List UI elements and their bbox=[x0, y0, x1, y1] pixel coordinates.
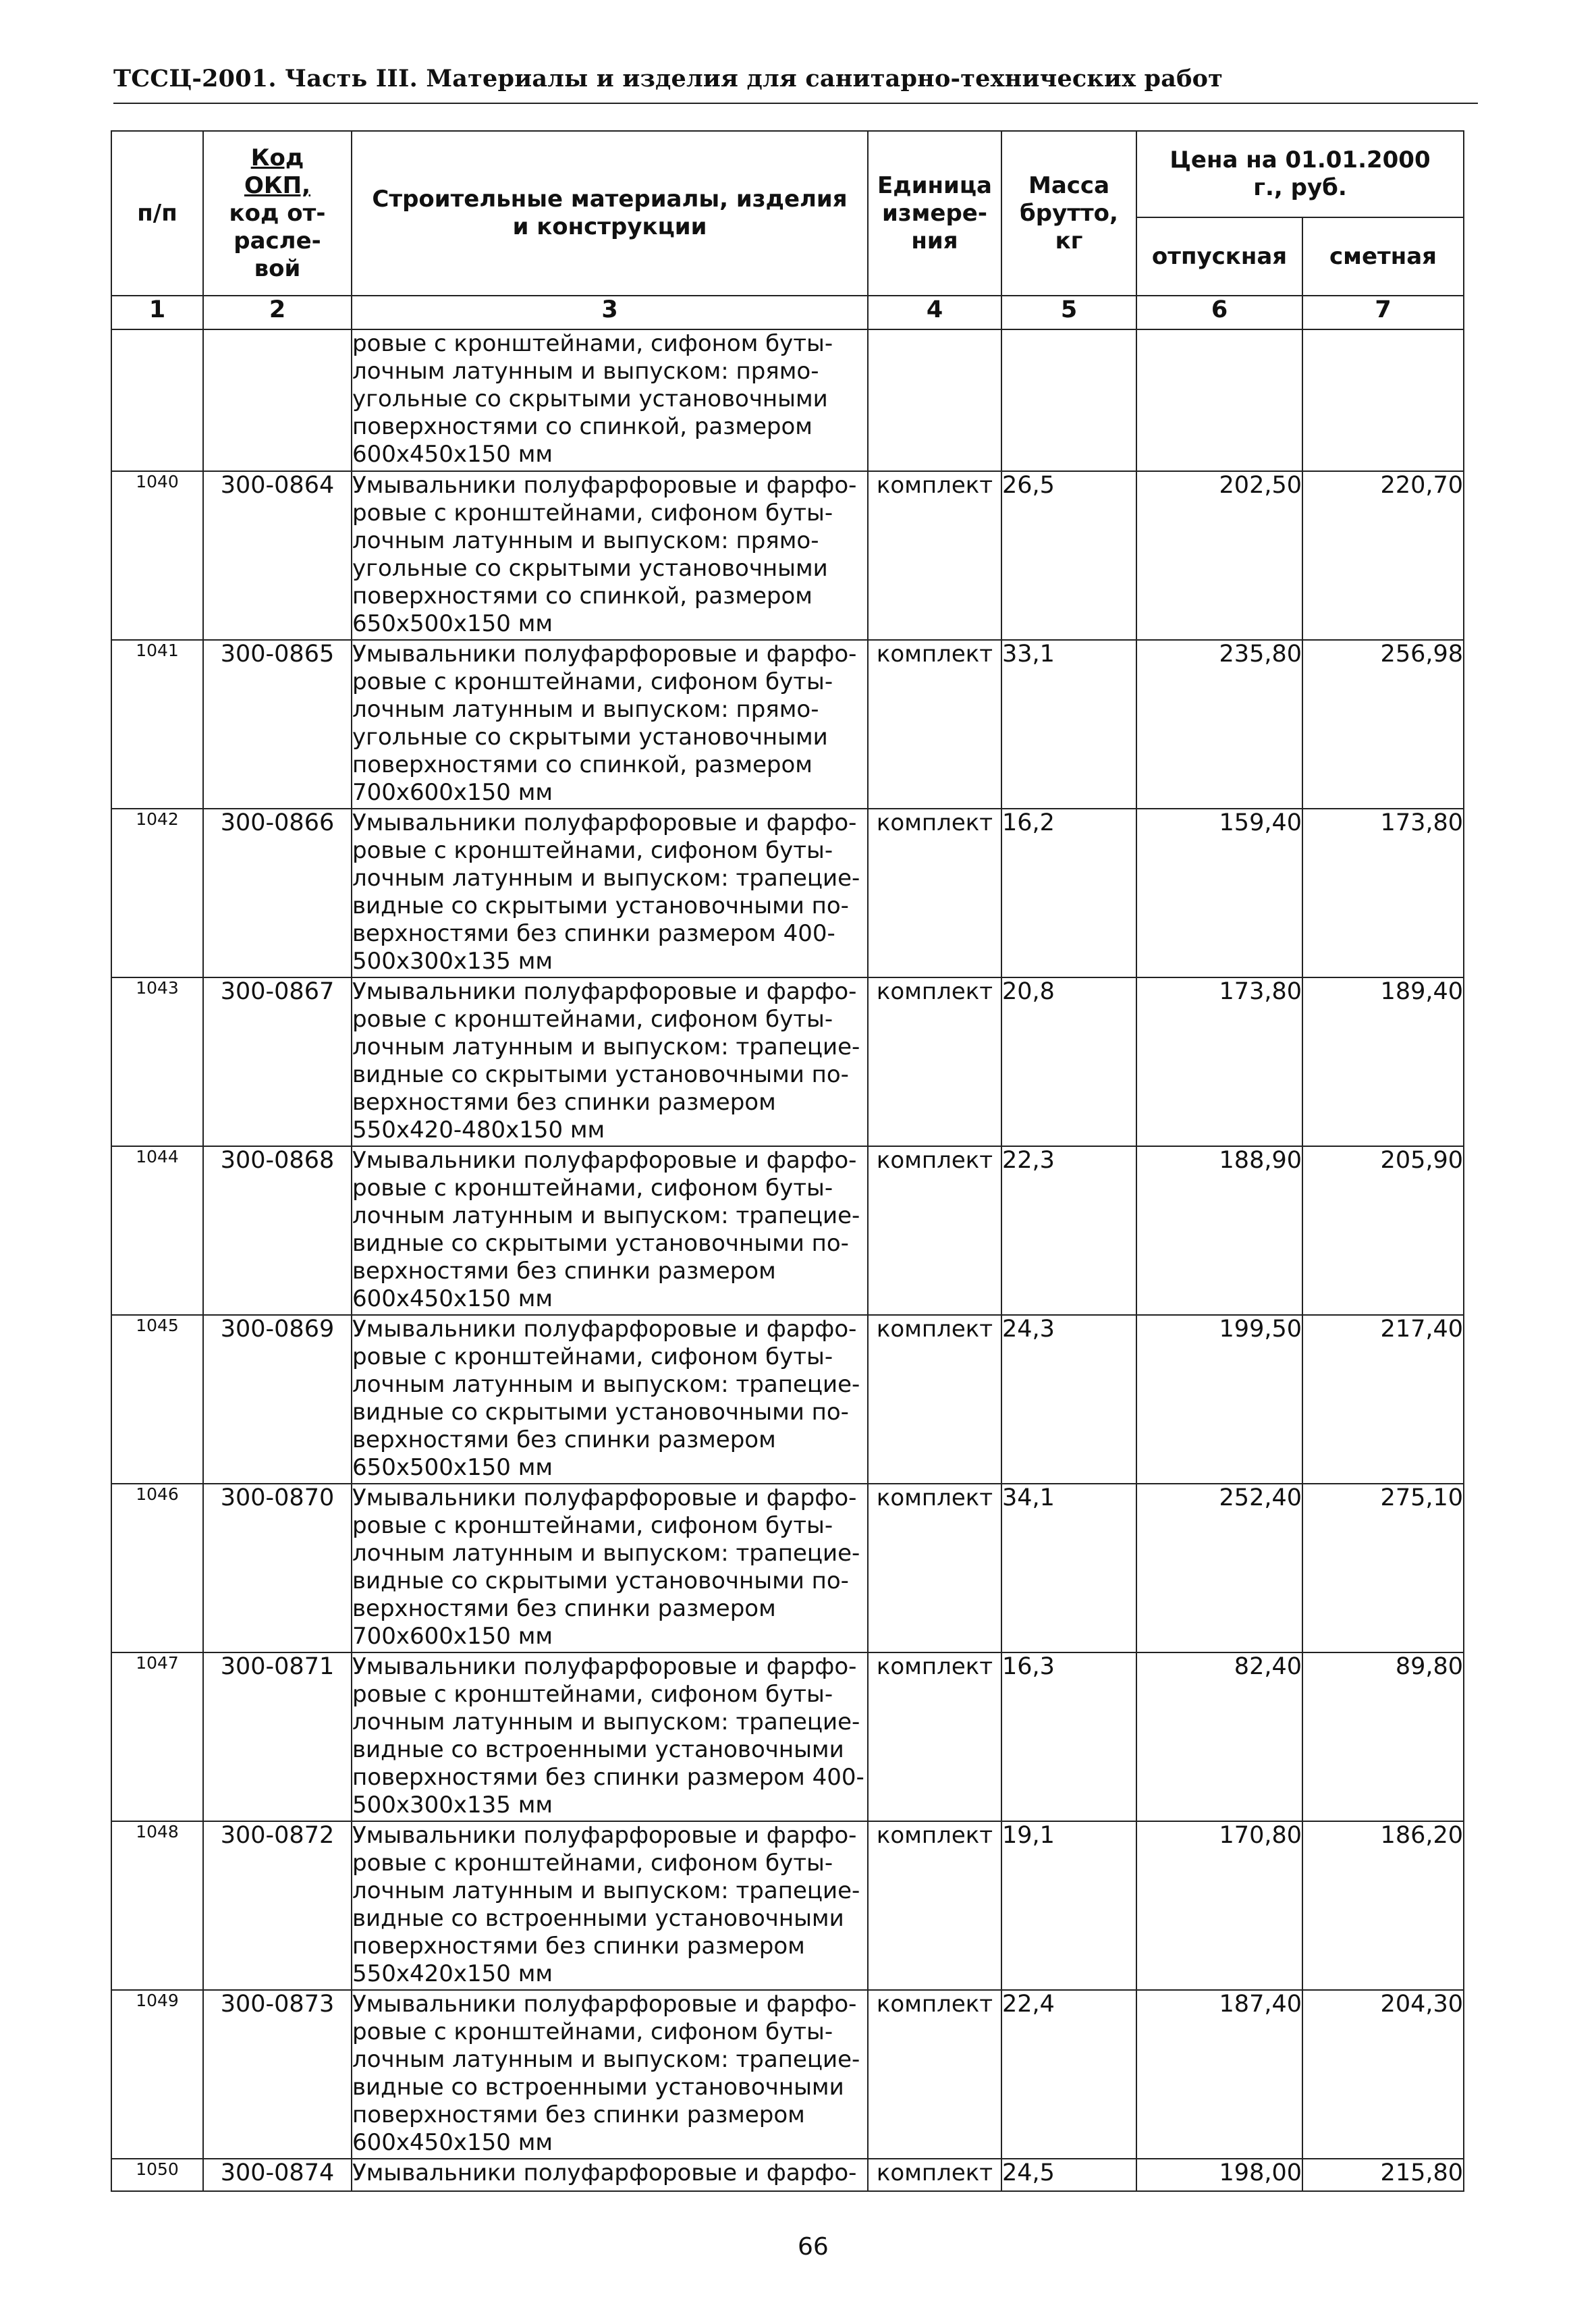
description-line: Умывальники полуфарфоровые и фарфо- bbox=[352, 1822, 857, 1849]
description-line: 500x300x135 мм bbox=[352, 948, 553, 975]
page-number: 66 bbox=[798, 2233, 829, 2261]
header-pp: п/п bbox=[111, 131, 203, 296]
header-unit-line1: Единица bbox=[877, 171, 992, 199]
description-line: верхностями без спинки размером bbox=[352, 1089, 776, 1116]
table-row bbox=[111, 977, 1464, 1146]
gross-mass: 22,4 bbox=[1001, 1990, 1136, 2159]
unit-of-measure: комплект bbox=[868, 471, 1001, 640]
okp-code: 300-0874 bbox=[203, 2159, 352, 2191]
description-line: ровые с кронштейнами, сифоном буты- bbox=[352, 330, 833, 357]
description-line: Умывальники полуфарфоровые и фарфо- bbox=[352, 1316, 857, 1343]
price-estimate: 220,70 bbox=[1302, 471, 1464, 640]
column-number: 7 bbox=[1302, 296, 1464, 329]
description-line: ровые с кронштейнами, сифоном буты- bbox=[352, 668, 833, 695]
description-line: 700x600x150 мм bbox=[352, 1623, 553, 1650]
header-code-line2: ОКП, bbox=[244, 171, 311, 199]
gross-mass: 24,3 bbox=[1001, 1315, 1136, 1484]
column-number: 3 bbox=[352, 296, 868, 329]
row-number: 1040 bbox=[111, 471, 203, 640]
price-estimate: 256,98 bbox=[1302, 640, 1464, 809]
gross-mass: 20,8 bbox=[1001, 977, 1136, 1146]
description-line: угольные со скрытыми установочными bbox=[352, 724, 828, 751]
price-release: 252,40 bbox=[1136, 1484, 1302, 1652]
price-release: 188,90 bbox=[1136, 1146, 1302, 1315]
header-unit-line2: измере- bbox=[882, 199, 987, 227]
description-line: Умывальники полуфарфоровые и фарфо- bbox=[352, 1653, 857, 1680]
price-release: 159,40 bbox=[1136, 809, 1302, 977]
header-mass-line2: брутто, bbox=[1020, 199, 1118, 227]
header-unit bbox=[868, 131, 1001, 296]
price-estimate: 189,40 bbox=[1302, 977, 1464, 1146]
table-row bbox=[111, 2159, 1464, 2191]
description-line: 550x420x150 мм bbox=[352, 1960, 553, 1987]
description-line: поверхностями со спинкой, размером bbox=[352, 583, 813, 610]
header-price-group: Цена на 01.01.2000 г., руб. bbox=[1136, 131, 1464, 217]
description-line: лочным латунным и выпуском: трапецие- bbox=[352, 1371, 860, 1398]
description-line: поверхностями без спинки размером bbox=[352, 1933, 805, 1960]
price-release: 202,50 bbox=[1136, 471, 1302, 640]
okp-code: 300-0864 bbox=[203, 471, 352, 640]
description-line: Умывальники полуфарфоровые и фарфо- bbox=[352, 641, 857, 668]
unit-of-measure: комплект bbox=[868, 1652, 1001, 1821]
price-release: 198,00 bbox=[1136, 2159, 1302, 2191]
okp-code: 300-0871 bbox=[203, 1652, 352, 1821]
description-line: ровые с кронштейнами, сифоном буты- bbox=[352, 837, 833, 864]
description-line: 650x500x150 мм bbox=[352, 1454, 553, 1481]
continuation-row bbox=[111, 329, 1464, 471]
description-line: угольные со скрытыми установочными bbox=[352, 555, 828, 582]
price-estimate: 173,80 bbox=[1302, 809, 1464, 977]
description-line: лочным латунным и выпуском: трапецие- bbox=[352, 2046, 860, 2073]
price-estimate: 217,40 bbox=[1302, 1315, 1464, 1484]
description-line: ровые с кронштейнами, сифоном буты- bbox=[352, 2018, 833, 2045]
description-line: Умывальники полуфарфоровые и фарфо- bbox=[352, 2159, 857, 2186]
unit-of-measure: комплект bbox=[868, 2159, 1001, 2191]
header-code-line4: расле- bbox=[233, 227, 321, 254]
gross-mass: 33,1 bbox=[1001, 640, 1136, 809]
table-row bbox=[111, 1484, 1464, 1652]
header-code-line1: Код bbox=[250, 144, 304, 171]
continuation-description bbox=[352, 329, 868, 471]
column-number: 6 bbox=[1136, 296, 1302, 329]
material-description bbox=[352, 471, 868, 640]
price-release: 199,50 bbox=[1136, 1315, 1302, 1484]
description-line: лочным латунным и выпуском: трапецие- bbox=[352, 1033, 860, 1060]
table-row bbox=[111, 1146, 1464, 1315]
description-line: ровые с кронштейнами, сифоном буты- bbox=[352, 1681, 833, 1708]
description-line: Умывальники полуфарфоровые и фарфо- bbox=[352, 1147, 857, 1174]
okp-code: 300-0866 bbox=[203, 809, 352, 977]
description-line: видные со скрытыми установочными по- bbox=[352, 1061, 849, 1088]
okp-code: 300-0867 bbox=[203, 977, 352, 1146]
price-release: 82,40 bbox=[1136, 1652, 1302, 1821]
unit-of-measure: комплект bbox=[868, 640, 1001, 809]
description-line: ровые с кронштейнами, сифоном буты- bbox=[352, 1850, 833, 1877]
description-line: ровые с кронштейнами, сифоном буты- bbox=[352, 500, 833, 527]
header-price-release: отпускная bbox=[1136, 217, 1302, 296]
description-line: 500x300x135 мм bbox=[352, 1792, 553, 1819]
description-line: поверхностями без спинки размером 400- bbox=[352, 1764, 864, 1791]
column-number: 2 bbox=[203, 296, 352, 329]
header-mass-line1: Масса bbox=[1028, 171, 1110, 199]
material-description bbox=[352, 977, 868, 1146]
price-release: 170,80 bbox=[1136, 1821, 1302, 1990]
material-description bbox=[352, 1315, 868, 1484]
row-number: 1046 bbox=[111, 1484, 203, 1652]
description-line: лочным латунным и выпуском: трапецие- bbox=[352, 1202, 860, 1229]
column-number: 4 bbox=[868, 296, 1001, 329]
header-mass bbox=[1001, 131, 1136, 296]
row-number: 1041 bbox=[111, 640, 203, 809]
description-line: лочным латунным и выпуском: прямо- bbox=[352, 358, 819, 385]
column-number: 1 bbox=[111, 296, 203, 329]
description-line: верхностями без спинки размером bbox=[352, 1258, 776, 1285]
description-line: видные со встроенными установочными bbox=[352, 2074, 844, 2101]
description-line: Умывальники полуфарфоровые и фарфо- bbox=[352, 1991, 857, 2018]
description-line: Умывальники полуфарфоровые и фарфо- bbox=[352, 1484, 857, 1511]
description-line: ровые с кронштейнами, сифоном буты- bbox=[352, 1006, 833, 1033]
header-price-estimate: сметная bbox=[1302, 217, 1464, 296]
description-line: лочным латунным и выпуском: трапецие- bbox=[352, 865, 860, 892]
price-estimate: 215,80 bbox=[1302, 2159, 1464, 2191]
header-materials: Строительные материалы, изделия и конструкции bbox=[352, 131, 868, 296]
description-line: видные со скрытыми установочными по- bbox=[352, 1230, 849, 1257]
table-row bbox=[111, 809, 1464, 977]
table-row bbox=[111, 1652, 1464, 1821]
gross-mass: 22,3 bbox=[1001, 1146, 1136, 1315]
material-description bbox=[352, 2159, 868, 2191]
okp-code: 300-0868 bbox=[203, 1146, 352, 1315]
row-number: 1045 bbox=[111, 1315, 203, 1484]
description-line: угольные со скрытыми установочными bbox=[352, 385, 828, 412]
material-description bbox=[352, 1146, 868, 1315]
table-row bbox=[111, 1315, 1464, 1484]
header-code-line3: код от- bbox=[229, 199, 326, 227]
description-line: видные со скрытыми установочными по- bbox=[352, 1567, 849, 1594]
okp-code: 300-0865 bbox=[203, 640, 352, 809]
gross-mass: 24,5 bbox=[1001, 2159, 1136, 2191]
material-description bbox=[352, 640, 868, 809]
price-estimate: 186,20 bbox=[1302, 1821, 1464, 1990]
material-description bbox=[352, 1990, 868, 2159]
price-estimate: 275,10 bbox=[1302, 1484, 1464, 1652]
description-line: верхностями без спинки размером bbox=[352, 1426, 776, 1453]
price-estimate: 89,80 bbox=[1302, 1652, 1464, 1821]
row-number: 1048 bbox=[111, 1821, 203, 1990]
description-line: видные со скрытыми установочными по- bbox=[352, 892, 849, 919]
header-unit-line3: ния bbox=[911, 227, 958, 254]
description-line: 600x450x150 мм bbox=[352, 441, 553, 468]
okp-code: 300-0869 bbox=[203, 1315, 352, 1484]
description-line: лочным латунным и выпуском: трапецие- bbox=[352, 1877, 860, 1904]
price-release: 187,40 bbox=[1136, 1990, 1302, 2159]
description-line: верхностями без спинки размером bbox=[352, 1595, 776, 1622]
description-line: ровые с кронштейнами, сифоном буты- bbox=[352, 1343, 833, 1370]
row-number: 1049 bbox=[111, 1990, 203, 2159]
okp-code: 300-0870 bbox=[203, 1484, 352, 1652]
materials-price-table bbox=[111, 130, 1464, 2192]
gross-mass: 16,2 bbox=[1001, 809, 1136, 977]
gross-mass: 34,1 bbox=[1001, 1484, 1136, 1652]
description-line: ровые с кронштейнами, сифоном буты- bbox=[352, 1512, 833, 1539]
description-line: 600x450x150 мм bbox=[352, 2129, 553, 2156]
price-estimate: 205,90 bbox=[1302, 1146, 1464, 1315]
description-line: Умывальники полуфарфоровые и фарфо- bbox=[352, 809, 857, 836]
description-line: 550x420-480x150 мм bbox=[352, 1116, 605, 1143]
description-line: лочным латунным и выпуском: трапецие- bbox=[352, 1540, 860, 1567]
header-mass-line3: кг bbox=[1055, 227, 1083, 254]
description-line: видные со встроенными установочными bbox=[352, 1905, 844, 1932]
description-line: Умывальники полуфарфоровые и фарфо- bbox=[352, 978, 857, 1005]
row-number: 1043 bbox=[111, 977, 203, 1146]
gross-mass: 16,3 bbox=[1001, 1652, 1136, 1821]
unit-of-measure: комплект bbox=[868, 1484, 1001, 1652]
unit-of-measure: комплект bbox=[868, 1146, 1001, 1315]
price-release: 173,80 bbox=[1136, 977, 1302, 1146]
description-line: верхностями без спинки размером 400- bbox=[352, 920, 835, 947]
column-number: 5 bbox=[1001, 296, 1136, 329]
description-line: 600x450x150 мм bbox=[352, 1285, 553, 1312]
table-row bbox=[111, 640, 1464, 809]
okp-code: 300-0872 bbox=[203, 1821, 352, 1990]
unit-of-measure: комплект bbox=[868, 1990, 1001, 2159]
description-line: ровые с кронштейнами, сифоном буты- bbox=[352, 1175, 833, 1202]
unit-of-measure: комплект bbox=[868, 1315, 1001, 1484]
row-number: 1047 bbox=[111, 1652, 203, 1821]
price-estimate: 204,30 bbox=[1302, 1990, 1464, 2159]
table-row bbox=[111, 1990, 1464, 2159]
row-number: 1044 bbox=[111, 1146, 203, 1315]
description-line: Умывальники полуфарфоровые и фарфо- bbox=[352, 472, 857, 499]
material-description bbox=[352, 1652, 868, 1821]
description-line: поверхностями со спинкой, размером bbox=[352, 413, 813, 440]
header-rule bbox=[113, 103, 1478, 104]
row-number: 1050 bbox=[111, 2159, 203, 2191]
row-number: 1042 bbox=[111, 809, 203, 977]
page-header-title: ТССЦ-2001. Часть III. Материалы и изделия для санитарно-технических работ bbox=[113, 65, 1223, 92]
material-description bbox=[352, 809, 868, 977]
description-line: лочным латунным и выпуском: трапецие- bbox=[352, 1708, 860, 1736]
table-row bbox=[111, 471, 1464, 640]
description-line: поверхностями со спинкой, размером bbox=[352, 751, 813, 778]
price-release: 235,80 bbox=[1136, 640, 1302, 809]
description-line: 700x600x150 мм bbox=[352, 779, 553, 806]
unit-of-measure: комплект bbox=[868, 809, 1001, 977]
material-description bbox=[352, 1821, 868, 1990]
description-line: лочным латунным и выпуском: прямо- bbox=[352, 696, 819, 723]
unit-of-measure: комплект bbox=[868, 977, 1001, 1146]
gross-mass: 26,5 bbox=[1001, 471, 1136, 640]
header-okp-code bbox=[203, 131, 352, 296]
description-line: поверхностями без спинки размером bbox=[352, 2101, 805, 2128]
gross-mass: 19,1 bbox=[1001, 1821, 1136, 1990]
header-code-line5: вой bbox=[254, 254, 301, 282]
column-number-row bbox=[111, 296, 1464, 329]
description-line: 650x500x150 мм bbox=[352, 610, 553, 637]
okp-code: 300-0873 bbox=[203, 1990, 352, 2159]
description-line: видные со скрытыми установочными по- bbox=[352, 1399, 849, 1426]
material-description bbox=[352, 1484, 868, 1652]
description-line: лочным латунным и выпуском: прямо- bbox=[352, 527, 819, 554]
description-line: видные со встроенными установочными bbox=[352, 1736, 844, 1763]
table-row bbox=[111, 1821, 1464, 1990]
unit-of-measure: комплект bbox=[868, 1821, 1001, 1990]
